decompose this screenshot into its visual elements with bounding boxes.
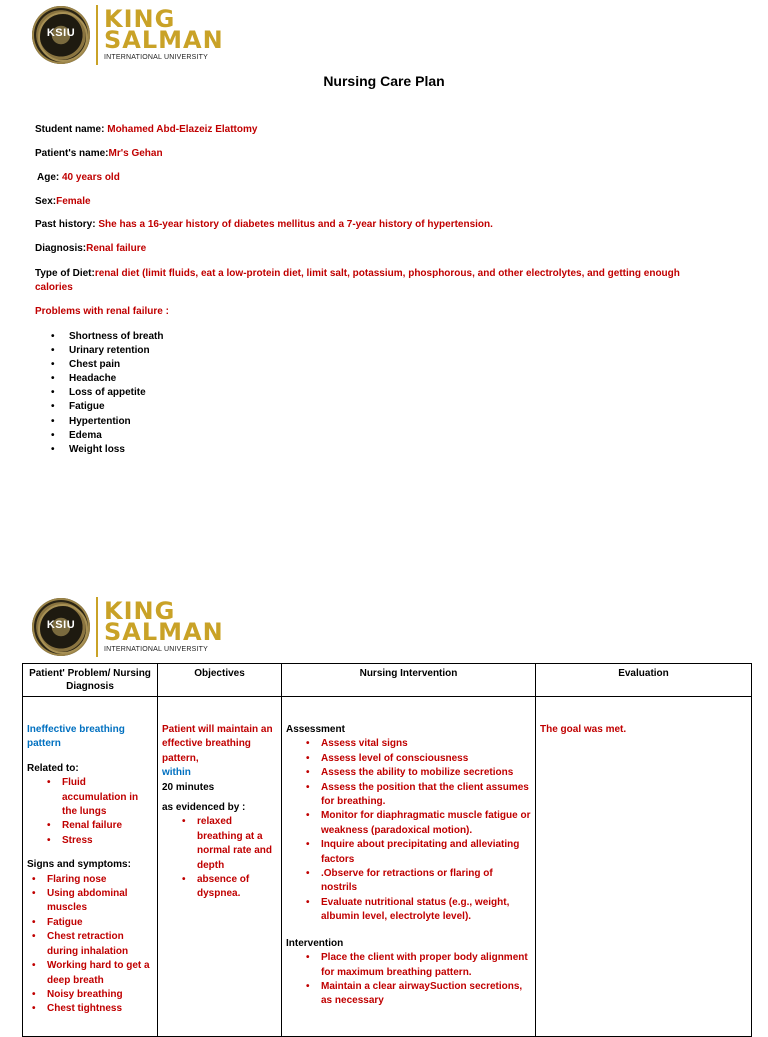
list-item: • Using abdominal muscles [12,887,153,916]
list-item: • Maintain a clear airwaySuction secretions, as necessary [286,980,531,1009]
student-value: Mohamed Abd-Elazeiz Elattomy [107,124,258,135]
evidenced-label: as evidenced by : [162,802,246,814]
list-item: • Chest tightness [12,1002,153,1016]
problems-list [51,330,163,457]
student-row [35,124,257,135]
list-item: • Monitor for diaphragmatic muscle fatigue or weakness (paradoxical motion). [286,809,531,838]
list-item: • Assess level of consciousness [286,752,531,766]
university-logo-2 [32,597,224,657]
list-item: • Flaring nose [12,873,153,887]
table-header-row [23,664,752,697]
age-value: 40 years old [62,172,120,183]
problems-heading: Problems with renal failure : [35,306,169,317]
past-history-row [35,219,493,230]
sex-label: Sex: [35,196,57,207]
patient-value: Mr's Gehan [108,148,163,159]
diet-row [35,267,705,295]
assessment-label: Assessment [286,724,345,735]
list-item: • Fatigue [51,400,163,414]
diet-label: Type of Diet: [35,268,95,279]
list-item: • Evaluate nutritional status (e.g., weight, albumin level, electrolyte level). [286,896,531,925]
list-item: • Loss of appetite [51,386,163,400]
age-label: Age: [37,172,62,183]
diagnosis-value: Renal failure [86,243,147,254]
patient-label: Patient's name: [35,148,109,159]
objective-text: Patient will maintain an effective breathing pattern, [162,724,273,764]
logo-line2: SALMAN [104,26,224,54]
logo-line2: SALMAN [104,618,224,646]
list-item: • Chest pain [51,358,163,372]
table-row [23,697,752,1037]
list-item: • Fatigue [12,916,153,930]
student-label: Student name: [35,124,108,135]
list-item: • Urinary retention [51,344,163,358]
signs-list [12,873,153,1017]
list-item: • Assess the ability to mobilize secretions [286,766,531,780]
list-item: • relaxed breathing at a normal rate and depth [162,815,277,873]
header-evaluation: Evaluation [536,664,752,697]
evaluation-cell [536,697,752,1037]
list-item: • Inquire about precipitating and alleviating factors [286,838,531,867]
related-list [27,776,153,848]
intervention-cell [282,697,536,1037]
seal-text: KSIU [46,27,76,39]
intervention-label: Intervention [286,937,344,949]
past-history-label: Past history: [35,219,99,230]
logo-line1: KING [104,5,176,33]
list-item: • Headache [51,372,163,386]
diet-value: renal diet (limit fluids, eat a low-protein diet, limit salt, potassium, phosphorous, and other electrolytes, and getting enough calories [35,268,680,293]
page-title: Nursing Care Plan [323,73,445,89]
list-item: • Weight loss [51,443,163,457]
evidence-list [162,815,277,901]
logo-line1: KING [104,597,176,625]
header-intervention: Nursing Intervention [282,664,536,697]
university-logo [32,5,224,65]
diagnosis-title: Ineffective breathing pattern [27,724,125,750]
diagnosis-label: Diagnosis: [35,243,87,254]
list-item: • .Observe for retractions or flaring of nostrils [286,867,531,896]
seal-icon [32,598,90,656]
list-item: • Chest retraction during inhalation [12,930,153,959]
header-diagnosis: Patient' Problem/ Nursing Diagnosis [23,664,158,697]
list-item: • Edema [51,429,163,443]
list-item: • Assess vital signs [286,737,531,751]
list-item: • Stress [27,834,153,848]
objective-time: 20 minutes [162,781,215,793]
intervention-list [286,951,531,1009]
list-item: • absence of dyspnea. [162,873,277,902]
seal-icon [32,6,90,64]
list-item: • Renal failure [27,819,153,833]
header-objectives: Objectives [158,664,282,697]
past-history-value: She has a 16-year history of diabetes mellitus and a 7-year history of hypertension. [98,219,493,230]
diagnosis-row [35,243,146,254]
list-item: • Working hard to get a deep breath [12,959,153,988]
list-item: • Fluid accumulation in the lungs [27,776,153,819]
patient-row [35,148,163,159]
list-item: • Hypertention [51,415,163,429]
logo-line3: INTERNATIONAL UNIVERSITY [104,54,208,61]
related-label: Related to: [27,762,79,774]
list-item: • Assess the position that the client assumes for breathing. [286,781,531,810]
list-item: • Shortness of breath [51,330,163,344]
objectives-cell [158,697,282,1037]
list-item: • Place the client with proper body alignment for maximum breathing pattern. [286,951,531,980]
logo-line3: INTERNATIONAL UNIVERSITY [104,646,208,653]
age-row [37,172,120,183]
evaluation-text: The goal was met. [540,724,627,735]
sex-value: Female [56,196,91,207]
diagnosis-cell [23,697,158,1037]
care-plan-table [22,663,752,1037]
list-item: • Noisy breathing [12,988,153,1002]
seal-text: KSIU [46,619,76,631]
signs-label: Signs and symptoms: [27,859,131,871]
sex-row [35,196,91,207]
objective-within: within [162,767,191,779]
assessment-list [286,737,531,924]
